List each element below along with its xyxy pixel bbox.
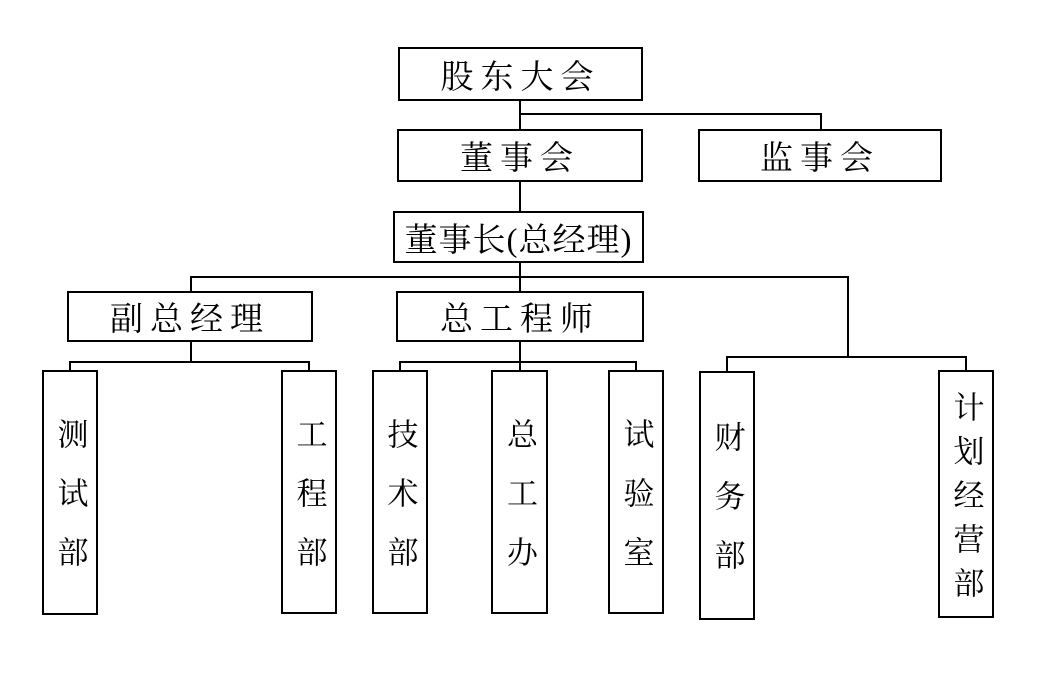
node-planning-operations-dept [938, 370, 994, 618]
connector-rail-supervisory [519, 113, 822, 115]
node-chief-engineer-office-label: 总工办 [502, 417, 537, 595]
node-testing-dept [42, 370, 98, 615]
node-planning-operations-dept-label: 计划经营部 [948, 390, 984, 611]
node-engineering-dept [281, 370, 337, 614]
connector-rail-chiefeng-children [399, 361, 637, 363]
connector-deputy-down [190, 341, 192, 363]
node-board-of-directors [397, 129, 643, 182]
node-test-lab [608, 370, 664, 614]
node-shareholders-meeting [398, 47, 643, 101]
node-technology-dept [372, 370, 428, 614]
node-board-of-directors-label: 董事会 [460, 141, 580, 177]
node-engineering-dept-label: 工程部 [291, 417, 327, 595]
node-technology-dept-label: 技术部 [382, 417, 418, 595]
connector-board-to-chairman [519, 181, 521, 213]
connector-right-branch-down [847, 276, 849, 358]
node-finance-dept [699, 371, 755, 620]
connector-shareholders-to-board [519, 100, 521, 131]
node-deputy-general-manager [67, 291, 313, 342]
node-supervisory-board-label: 监事会 [760, 141, 880, 177]
node-finance-dept-label: 财务部 [709, 421, 745, 598]
connector-rail-deputy-children [69, 361, 310, 363]
node-chief-engineer-label: 总工程师 [440, 302, 600, 338]
node-shareholders-meeting-label: 股东大会 [440, 59, 601, 96]
node-chief-engineer-office [491, 370, 548, 614]
node-supervisory-board [698, 129, 942, 182]
node-deputy-general-manager-label: 副总经理 [110, 302, 270, 338]
node-testing-dept-label: 测试部 [52, 418, 88, 595]
connector-chiefeng-down [519, 341, 521, 372]
node-chief-engineer [396, 291, 644, 342]
node-chairman-general-manager [393, 211, 644, 263]
node-chairman-general-manager-label: 董事长(总经理) [404, 222, 633, 259]
connector-rail-finance-planning [726, 356, 967, 358]
node-test-lab-label: 试验室 [618, 417, 654, 595]
connector-rail-level4 [190, 276, 849, 278]
